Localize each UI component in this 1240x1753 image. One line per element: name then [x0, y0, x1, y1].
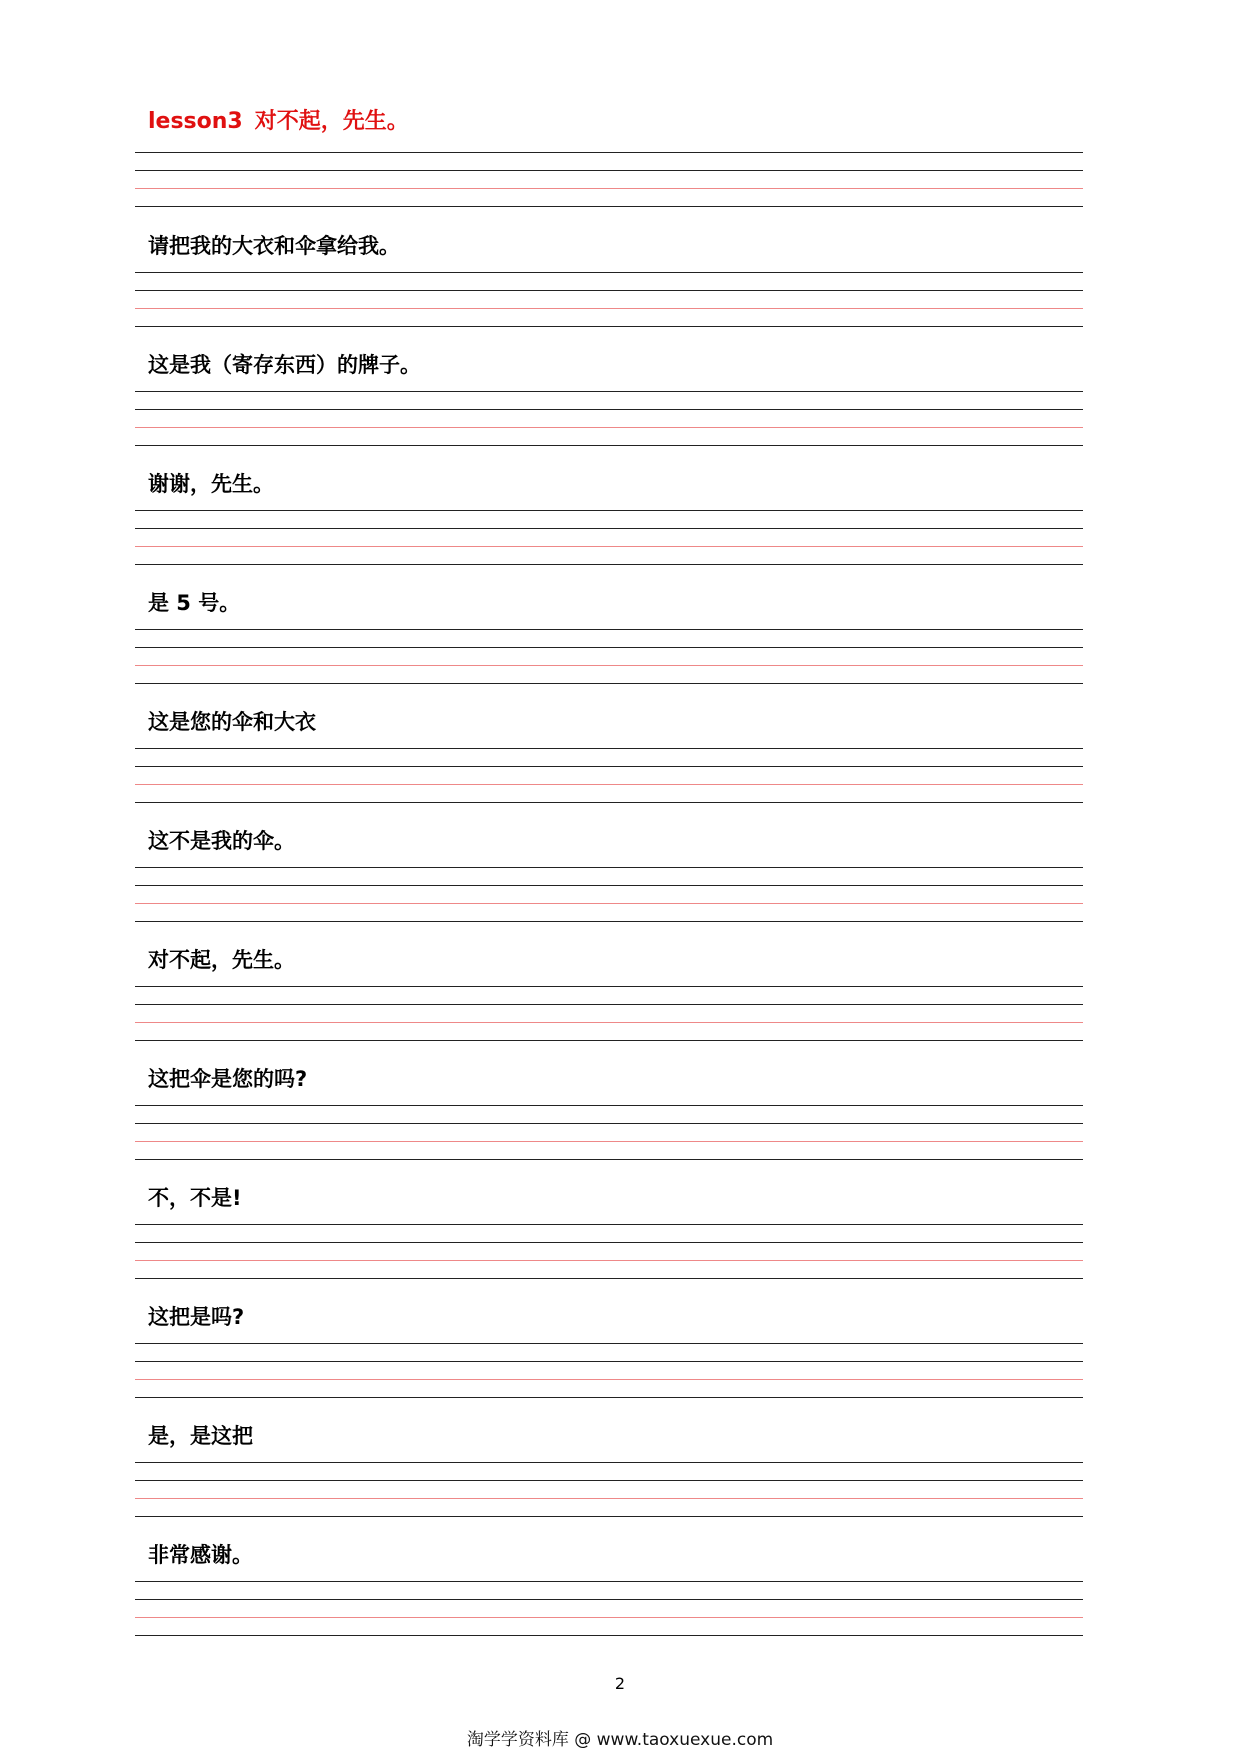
red-guide-line — [135, 546, 1083, 547]
guide-line — [135, 629, 1083, 630]
guide-line — [135, 1599, 1083, 1600]
guide-line — [135, 1105, 1083, 1106]
guide-line — [135, 528, 1083, 529]
guide-line — [135, 1361, 1083, 1362]
sentence-text: 这是我（寄存东西）的牌子。 — [148, 353, 421, 377]
sentence-text: 不，不是! — [148, 1186, 242, 1210]
sentence-row — [0, 1159, 1240, 1278]
sentence-row — [0, 683, 1240, 802]
guide-line — [135, 1123, 1083, 1124]
guide-line — [135, 986, 1083, 987]
sentence-text: 这把是吗? — [148, 1305, 245, 1329]
sentence-row — [0, 207, 1240, 326]
guide-line — [135, 1480, 1083, 1481]
guide-line — [135, 1242, 1083, 1243]
sentence-text: 是 5 号。 — [148, 591, 241, 615]
sentence-row — [0, 921, 1240, 1040]
guide-line — [135, 1343, 1083, 1344]
guide-line — [135, 647, 1083, 648]
sentence-row — [0, 564, 1240, 683]
guide-line — [135, 152, 1083, 153]
guide-line — [135, 391, 1083, 392]
guide-line — [135, 766, 1083, 767]
sentence-text: 谢谢，先生。 — [148, 472, 274, 496]
writing-grid — [135, 391, 1083, 446]
sentence-row — [0, 1278, 1240, 1397]
sentence-text: 这把伞是您的吗? — [148, 1067, 308, 1091]
guide-line — [135, 272, 1083, 273]
lesson-number: lesson3 — [148, 109, 243, 134]
guide-line — [135, 1635, 1083, 1636]
sentence-text: 对不起，先生。 — [148, 948, 295, 972]
sentence-row — [0, 1040, 1240, 1159]
guide-line — [135, 1004, 1083, 1005]
sentence-text: 这是您的伞和大衣 — [148, 710, 316, 734]
guide-line — [135, 409, 1083, 410]
red-guide-line — [135, 784, 1083, 785]
guide-line — [135, 748, 1083, 749]
writing-grid — [135, 1462, 1083, 1517]
guide-line — [135, 1581, 1083, 1582]
red-guide-line — [135, 1379, 1083, 1380]
guide-line — [135, 170, 1083, 171]
sentence-text: 非常感谢。 — [148, 1543, 253, 1567]
guide-line — [135, 885, 1083, 886]
guide-line — [135, 510, 1083, 511]
page-number: 2 — [614, 1674, 626, 1693]
red-guide-line — [135, 1141, 1083, 1142]
writing-grid — [135, 1224, 1083, 1279]
lesson-heading: 对不起，先生。 — [254, 109, 409, 134]
guide-line — [135, 1224, 1083, 1225]
sentence-text: 这不是我的伞。 — [148, 829, 295, 853]
writing-grid — [135, 510, 1083, 565]
writing-grid — [135, 1343, 1083, 1398]
red-guide-line — [135, 1617, 1083, 1618]
sentence-row — [0, 802, 1240, 921]
writing-grid — [135, 1105, 1083, 1160]
red-guide-line — [135, 427, 1083, 428]
sentence-text: 请把我的大衣和伞拿给我。 — [148, 234, 400, 258]
sentence-row — [0, 1397, 1240, 1516]
red-guide-line — [135, 308, 1083, 309]
writing-grid — [135, 629, 1083, 684]
red-guide-line — [135, 665, 1083, 666]
footer-text: 淘学学资料库 @ www.taoxuexue.com — [466, 1730, 774, 1750]
guide-line — [135, 290, 1083, 291]
writing-grid — [135, 748, 1083, 803]
sentence-row — [0, 1516, 1240, 1635]
lesson-title — [148, 104, 409, 135]
writing-grid — [135, 986, 1083, 1041]
writing-grid — [135, 1581, 1083, 1636]
sentence-row — [0, 326, 1240, 445]
writing-grid — [135, 152, 1083, 207]
red-guide-line — [135, 188, 1083, 189]
red-guide-line — [135, 1022, 1083, 1023]
red-guide-line — [135, 903, 1083, 904]
red-guide-line — [135, 1260, 1083, 1261]
writing-grid — [135, 272, 1083, 327]
sentence-text: 是，是这把 — [148, 1424, 253, 1448]
sentence-row — [0, 445, 1240, 564]
guide-line — [135, 867, 1083, 868]
writing-grid — [135, 867, 1083, 922]
red-guide-line — [135, 1498, 1083, 1499]
guide-line — [135, 1462, 1083, 1463]
